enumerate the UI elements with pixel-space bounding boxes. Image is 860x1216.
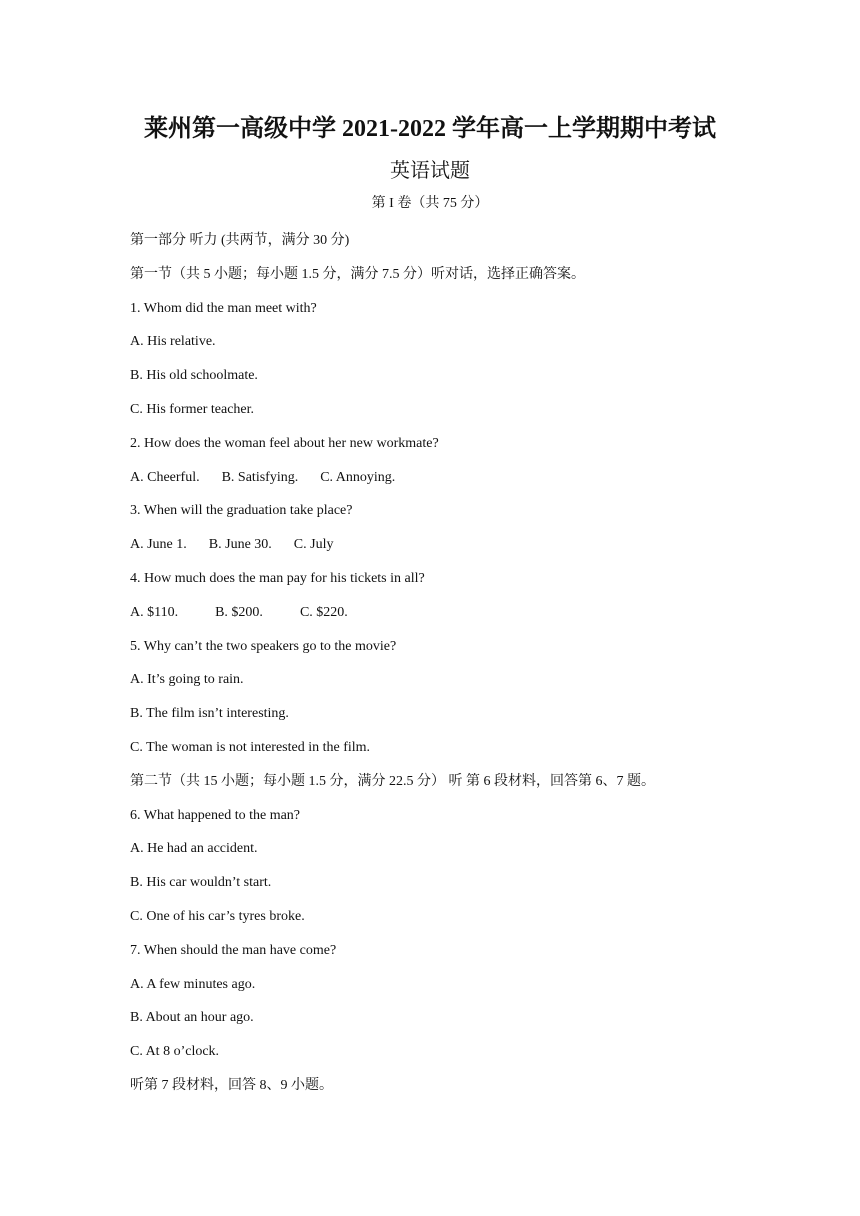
question-6-option-c: C. One of his car’s tyres broke. — [130, 908, 305, 924]
question-5-option-b: B. The film isn’t interesting. — [130, 706, 289, 722]
question-3-option-a: A. June 1. — [130, 537, 187, 553]
question-2-option-b: B. Satisfying. — [221, 469, 299, 485]
section2-heading: 第二节（共 15 小题；每小题 1.5 分，满分 22.5 分） 听 第 6 段材料，回答第 6、7 题。 — [130, 773, 655, 789]
part1-heading: 第一部分 听力 (共两节，满分 30 分) — [130, 233, 350, 248]
exam-subtitle: 英语试题 — [390, 160, 470, 182]
question-1-option-b: B. His old schoolmate. — [130, 368, 258, 384]
question-2-option-c: C. Annoying. — [320, 469, 396, 485]
question-3-options — [130, 534, 830, 568]
question-5-option-a: A. It’s going to rain. — [130, 672, 244, 688]
passage-7-heading: 听第 7 段材料，回答 8、9 小题。 — [130, 1077, 333, 1093]
question-3-option-b: B. June 30. — [208, 537, 272, 553]
question-3-option-c: C. July — [293, 537, 334, 553]
question-4-option-a: A. $110. — [130, 604, 179, 620]
question-6-stem: 6. What happened to the man? — [130, 807, 301, 823]
question-4-options — [130, 602, 830, 636]
section1-heading: 第一节（共 5 小题；每小题 1.5 分，满分 7.5 分）听对话，选择正确答案。 — [130, 266, 585, 282]
question-5-stem: 5. Why can’t the two speakers go to the movie? — [130, 638, 397, 654]
question-1-option-c: C. His former teacher. — [130, 401, 255, 417]
exam-content — [130, 230, 830, 1109]
question-7-option-b: B. About an hour ago. — [130, 1010, 254, 1026]
question-4-stem: 4. How much does the man pay for his tickets in all? — [130, 570, 425, 586]
question-2-options — [130, 467, 830, 501]
question-2-stem: 2. How does the woman feel about her new workmate? — [130, 435, 439, 451]
question-7-option-a: A. A few minutes ago. — [130, 976, 256, 992]
question-1-option-a: A. His relative. — [130, 334, 216, 350]
question-4-option-b: B. $200. — [215, 604, 263, 620]
question-2-option-a: A. Cheerful. — [130, 469, 200, 485]
volume-label: 第 I 卷（共 75 分） — [371, 196, 489, 211]
question-1-stem: 1. Whom did the man meet with? — [130, 300, 317, 316]
question-4-option-c: C. $220. — [299, 604, 348, 620]
question-7-stem: 7. When should the man have come? — [130, 942, 337, 958]
question-6-option-b: B. His car wouldn’t start. — [130, 875, 272, 891]
question-3-stem: 3. When will the graduation take place? — [130, 503, 353, 519]
exam-title: 莱州第一高级中学 2021-2022 学年高一上学期期中考试 — [144, 116, 716, 142]
question-6-option-a: A. He had an accident. — [130, 841, 258, 857]
question-7-option-c: C. At 8 o’clock. — [130, 1044, 220, 1060]
question-5-option-c: C. The woman is not interested in the film. — [130, 739, 371, 755]
